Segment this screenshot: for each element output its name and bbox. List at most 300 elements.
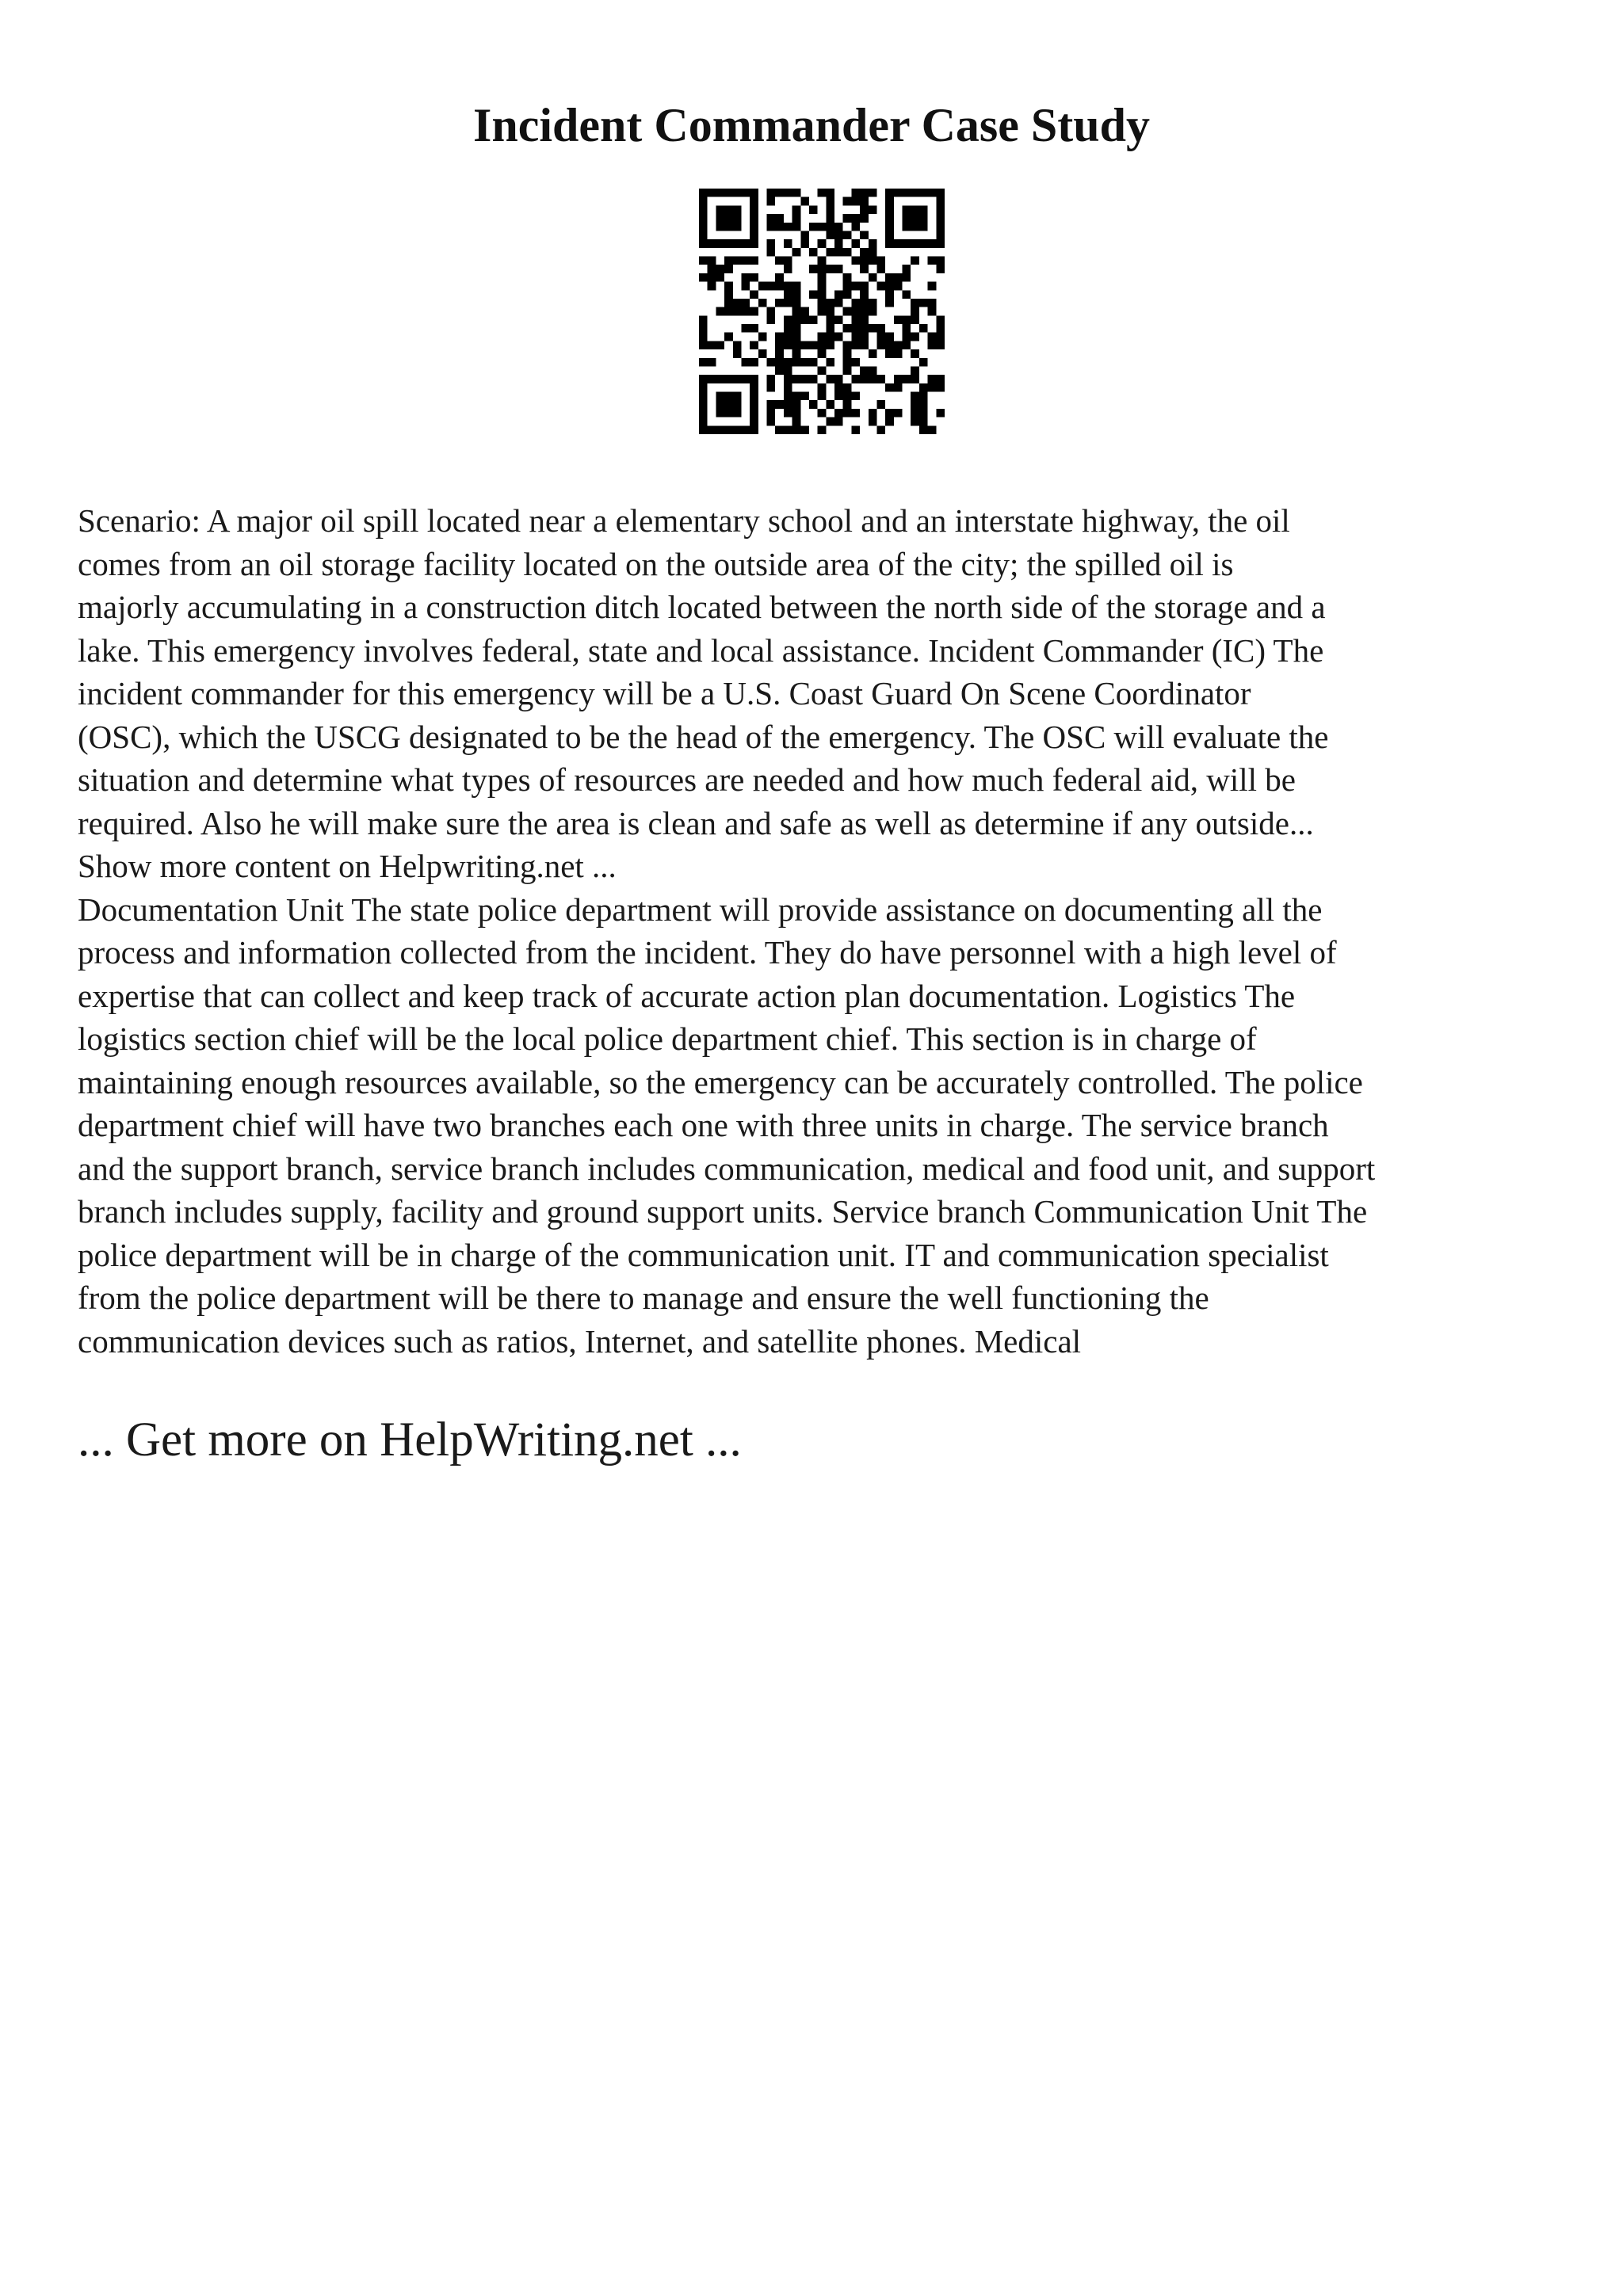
- qr-module: [860, 205, 869, 214]
- qr-module: [928, 239, 937, 248]
- qr-module: [876, 400, 885, 409]
- qr-module: [809, 290, 818, 299]
- qr-module: [699, 189, 708, 197]
- qr-module: [911, 375, 919, 383]
- qr-module: [894, 409, 903, 418]
- qr-module: [834, 290, 843, 299]
- qr-module: [750, 290, 758, 299]
- qr-module: [894, 273, 903, 282]
- qr-module: [708, 239, 716, 248]
- qr-module: [919, 425, 928, 434]
- qr-module: [741, 282, 750, 291]
- qr-module: [826, 265, 834, 273]
- qr-module: [843, 282, 852, 291]
- qr-module: [818, 282, 827, 291]
- qr-module: [869, 324, 877, 333]
- qr-module: [911, 409, 919, 418]
- qr-module: [716, 375, 724, 383]
- qr-module: [792, 248, 801, 257]
- qr-module: [911, 366, 919, 375]
- qr-module: [750, 425, 758, 434]
- qr-module: [936, 265, 945, 273]
- qr-module: [826, 189, 834, 197]
- qr-module: [936, 214, 945, 223]
- qr-module: [903, 324, 911, 333]
- qr-module: [716, 239, 724, 248]
- qr-module: [792, 418, 801, 426]
- qr-module: [699, 358, 708, 367]
- qr-module: [834, 265, 843, 273]
- qr-module: [775, 273, 784, 282]
- qr-module: [826, 197, 834, 206]
- qr-module: [869, 248, 877, 257]
- qr-module: [826, 231, 834, 239]
- qr-module: [869, 239, 877, 248]
- qr-module: [758, 282, 767, 291]
- qr-module: [784, 341, 792, 349]
- qr-module: [699, 409, 708, 418]
- qr-module: [843, 273, 852, 282]
- qr-module: [733, 349, 742, 358]
- qr-module: [792, 307, 801, 316]
- qr-module: [699, 400, 708, 409]
- qr-module: [792, 290, 801, 299]
- qr-module: [750, 341, 758, 349]
- qr-module: [733, 299, 742, 307]
- qr-module: [936, 257, 945, 265]
- qr-module: [928, 307, 937, 316]
- qr-module: [851, 223, 860, 231]
- qr-module: [928, 425, 937, 434]
- qr-module: [826, 223, 834, 231]
- qr-module: [809, 205, 818, 214]
- qr-module: [800, 307, 809, 316]
- qr-module: [784, 425, 792, 434]
- qr-module: [885, 282, 894, 291]
- qr-module: [699, 197, 708, 206]
- qr-module: [724, 392, 733, 401]
- qr-module: [936, 324, 945, 333]
- qr-module: [708, 273, 716, 282]
- qr-module: [936, 205, 945, 214]
- qr-module: [869, 418, 877, 426]
- qr-module: [843, 324, 852, 333]
- qr-module: [724, 333, 733, 341]
- qr-module: [860, 189, 869, 197]
- qr-module: [716, 425, 724, 434]
- qr-module: [708, 341, 716, 349]
- qr-module: [834, 231, 843, 239]
- qr-module: [843, 197, 852, 206]
- qr-module: [851, 315, 860, 324]
- qr-module: [919, 409, 928, 418]
- qr-module: [792, 349, 801, 358]
- qr-module: [741, 189, 750, 197]
- qr-module: [843, 290, 852, 299]
- qr-module: [919, 358, 928, 367]
- qr-module: [775, 425, 784, 434]
- qr-module: [784, 333, 792, 341]
- qr-module: [903, 265, 911, 273]
- qr-module: [869, 307, 877, 316]
- qr-module: [851, 341, 860, 349]
- qr-module: [716, 189, 724, 197]
- qr-module: [758, 299, 767, 307]
- qr-module: [716, 265, 724, 273]
- qr-module: [775, 214, 784, 223]
- qr-module: [750, 409, 758, 418]
- qr-module: [750, 400, 758, 409]
- qr-module: [809, 315, 818, 324]
- qr-module: [767, 282, 776, 291]
- qr-module: [708, 375, 716, 383]
- qr-module: [911, 418, 919, 426]
- qr-module: [869, 189, 877, 197]
- qr-module: [800, 358, 809, 367]
- qr-module: [758, 349, 767, 358]
- qr-module: [860, 333, 869, 341]
- qr-module: [894, 239, 903, 248]
- qr-module: [724, 307, 733, 316]
- qr-module: [733, 214, 742, 223]
- qr-module: [716, 400, 724, 409]
- qr-module: [869, 349, 877, 358]
- qr-module: [818, 425, 827, 434]
- qr-module: [784, 239, 792, 248]
- qr-module: [800, 197, 809, 206]
- qr-module: [885, 223, 894, 231]
- qr-module: [716, 223, 724, 231]
- qr-module: [911, 205, 919, 214]
- qr-module: [911, 189, 919, 197]
- qr-module: [843, 231, 852, 239]
- qr-module: [851, 324, 860, 333]
- qr-module: [826, 341, 834, 349]
- qr-module: [818, 239, 827, 248]
- qr-module: [699, 341, 708, 349]
- qr-module: [869, 375, 877, 383]
- qr-module: [834, 383, 843, 392]
- qr-module: [800, 425, 809, 434]
- qr-module: [741, 358, 750, 367]
- qr-module: [826, 375, 834, 383]
- qr-module: [903, 205, 911, 214]
- qr-module: [834, 315, 843, 324]
- qr-module: [826, 333, 834, 341]
- qr-module: [818, 223, 827, 231]
- qr-module: [818, 299, 827, 307]
- qr-module: [775, 223, 784, 231]
- qr-module: [699, 418, 708, 426]
- qr-module: [818, 273, 827, 282]
- document-title: Incident Commander Case Study: [473, 99, 1150, 151]
- qr-module: [818, 333, 827, 341]
- qr-module: [876, 425, 885, 434]
- qr-module: [851, 257, 860, 265]
- qr-module: [928, 375, 937, 383]
- qr-module: [869, 366, 877, 375]
- qr-module: [903, 239, 911, 248]
- qr-module: [750, 205, 758, 214]
- qr-module: [741, 273, 750, 282]
- qr-module: [936, 375, 945, 383]
- qr-module: [699, 324, 708, 333]
- qr-module: [767, 383, 776, 392]
- qr-module: [767, 409, 776, 418]
- qr-module: [860, 248, 869, 257]
- qr-module: [885, 290, 894, 299]
- qr-module: [869, 205, 877, 214]
- qr-module: [809, 400, 818, 409]
- qr-module: [876, 375, 885, 383]
- qr-module: [716, 409, 724, 418]
- qr-module: [869, 257, 877, 265]
- qr-module: [733, 400, 742, 409]
- qr-module: [792, 333, 801, 341]
- qr-module: [741, 425, 750, 434]
- qr-module: [809, 375, 818, 383]
- qr-module: [834, 299, 843, 307]
- qr-module: [885, 189, 894, 197]
- qr-module: [851, 299, 860, 307]
- qr-module: [724, 189, 733, 197]
- qr-module: [834, 375, 843, 383]
- qr-module: [851, 409, 860, 418]
- qr-module: [919, 214, 928, 223]
- qr-module: [911, 299, 919, 307]
- qr-module: [826, 358, 834, 367]
- qr-module: [818, 383, 827, 392]
- qr-module: [716, 205, 724, 214]
- qr-module: [903, 223, 911, 231]
- qr-module: [826, 205, 834, 214]
- qr-module: [767, 358, 776, 367]
- qr-module: [699, 273, 708, 282]
- qr-module: [919, 418, 928, 426]
- qr-module: [885, 341, 894, 349]
- qr-module: [818, 392, 827, 401]
- qr-module: [775, 349, 784, 358]
- qr-module: [851, 358, 860, 367]
- qr-module: [775, 299, 784, 307]
- qr-module: [792, 205, 801, 214]
- qr-module: [860, 265, 869, 273]
- qr-module: [876, 341, 885, 349]
- qr-module: [699, 223, 708, 231]
- qr-module: [928, 282, 937, 291]
- qr-module: [767, 214, 776, 223]
- qr-module: [885, 231, 894, 239]
- qr-module: [775, 333, 784, 341]
- qr-module: [724, 205, 733, 214]
- qr-module: [750, 197, 758, 206]
- qr-module: [784, 400, 792, 409]
- qr-module: [818, 265, 827, 273]
- qr-module: [876, 257, 885, 265]
- qr-module: [800, 392, 809, 401]
- qr-module: [928, 299, 937, 307]
- qr-module: [843, 307, 852, 316]
- qr-module: [826, 418, 834, 426]
- qr-module: [928, 383, 937, 392]
- qr-module: [894, 341, 903, 349]
- qr-module: [750, 273, 758, 282]
- qr-module: [767, 400, 776, 409]
- qr-module: [885, 197, 894, 206]
- qr-module: [724, 282, 733, 291]
- qr-module: [792, 358, 801, 367]
- qr-module: [843, 409, 852, 418]
- qr-module: [724, 400, 733, 409]
- qr-module: [928, 189, 937, 197]
- qr-module: [911, 223, 919, 231]
- qr-module: [818, 189, 827, 197]
- qr-module: [733, 189, 742, 197]
- body-paragraph: Scenario: A major oil spill located near a elementary school and an interstate highway, the oil comes from an oil storage facility located on the outside area of the city; the spilled oil is majorly accumulating in a construction ditch located between the north side of the storage and a lake. This emergency involves federal, state and local assistance. Incident Commander (IC) The incident commander for this emergency will be a U.S. Coast Guard On Scene Coordinator (OSC), which the USCG designated to be the head of the emergency. The OSC will evaluate the situation and determine what types of resources are needed and how much federal aid, will be required. Also he will make sure the area is clean and safe as well as determine if any outside... Show more content on Helpwriting.net ... Documentation Unit The state police department will provide assistance on documenting all the process and information collected from the incident. They do have personnel with a high level of expertise that can collect and keep track of accurate action plan documentation. Logistics The logistics section chief will be the local police department chief. This section is in charge of maintaining enough resources available, so the emergency can be accurately controlled. The police department chief will have two branches each one with three units in charge. The service branch and the support branch, service branch includes communication, medical and food unit, and support branch includes supply, facility and ground support units. Service branch Communication Unit The police department will be in charge of the communication unit. IT and communication specialist from the police department will be there to manage and ensure the well functioning the communication devices such as ratios, Internet, and satellite phones. Medical: [78, 502, 1376, 1360]
- qr-module: [724, 239, 733, 248]
- qr-module: [919, 383, 928, 392]
- qr-module: [750, 257, 758, 265]
- qr-module: [792, 324, 801, 333]
- qr-module: [826, 400, 834, 409]
- qr-module: [767, 223, 776, 231]
- qr-module: [826, 324, 834, 333]
- qr-module: [733, 239, 742, 248]
- qr-module: [733, 307, 742, 316]
- qr-module: [733, 375, 742, 383]
- qr-module: [767, 248, 776, 257]
- qr-module: [843, 214, 852, 223]
- qr-module: [750, 223, 758, 231]
- qr-module: [716, 214, 724, 223]
- qr-module: [767, 197, 776, 206]
- qr-module: [936, 223, 945, 231]
- qr-module: [894, 189, 903, 197]
- qr-module: [716, 273, 724, 282]
- qr-module: [792, 375, 801, 383]
- qr-module: [869, 273, 877, 282]
- qr-module: [936, 409, 945, 418]
- qr-module: [851, 425, 860, 434]
- qr-module: [708, 189, 716, 197]
- qr-module: [834, 223, 843, 231]
- qr-module: [826, 299, 834, 307]
- qr-module: [784, 383, 792, 392]
- qr-module: [699, 375, 708, 383]
- qr-module: [767, 239, 776, 248]
- qr-module: [851, 197, 860, 206]
- qr-code-icon[interactable]: [699, 189, 945, 434]
- qr-module: [775, 189, 784, 197]
- qr-module: [885, 299, 894, 307]
- qr-module: [860, 366, 869, 375]
- qr-module: [767, 189, 776, 197]
- qr-module: [911, 392, 919, 401]
- qr-module: [699, 333, 708, 341]
- qr-module: [843, 392, 852, 401]
- qr-module: [800, 239, 809, 248]
- qr-module: [724, 223, 733, 231]
- qr-module: [750, 392, 758, 401]
- qr-module: [699, 425, 708, 434]
- qr-module: [826, 315, 834, 324]
- qr-module: [724, 299, 733, 307]
- qr-module: [936, 383, 945, 392]
- qr-module: [869, 409, 877, 418]
- qr-module: [834, 248, 843, 257]
- qr-module: [733, 425, 742, 434]
- qr-module: [911, 239, 919, 248]
- qr-module: [936, 341, 945, 349]
- qr-module: [758, 333, 767, 341]
- qr-module: [851, 214, 860, 223]
- qr-module: [903, 375, 911, 383]
- qr-module: [919, 205, 928, 214]
- qr-module: [733, 257, 742, 265]
- qr-module: [750, 375, 758, 383]
- qr-module: [809, 248, 818, 257]
- qr-module: [741, 324, 750, 333]
- qr-module: [860, 257, 869, 265]
- qr-module: [784, 290, 792, 299]
- qr-module: [809, 223, 818, 231]
- qr-module: [800, 231, 809, 239]
- qr-module: [885, 214, 894, 223]
- qr-module: [843, 383, 852, 392]
- qr-module: [699, 214, 708, 223]
- qr-module: [699, 392, 708, 401]
- qr-module: [716, 307, 724, 316]
- qr-module: [800, 341, 809, 349]
- qr-module: [911, 333, 919, 341]
- qr-module: [869, 299, 877, 307]
- qr-module: [851, 392, 860, 401]
- qr-module: [792, 341, 801, 349]
- qr-module: [885, 333, 894, 341]
- qr-module: [733, 392, 742, 401]
- qr-module: [818, 257, 827, 265]
- qr-module: [784, 358, 792, 367]
- qr-module: [792, 409, 801, 418]
- qr-module: [750, 418, 758, 426]
- qr-module: [733, 205, 742, 214]
- qr-module: [885, 409, 894, 418]
- qr-module: [885, 418, 894, 426]
- qr-module: [860, 197, 869, 206]
- qr-module: [903, 333, 911, 341]
- qr-module: [708, 425, 716, 434]
- qr-module: [876, 324, 885, 333]
- qr-module: [894, 315, 903, 324]
- qr-module: [928, 257, 937, 265]
- qr-module: [885, 239, 894, 248]
- qr-module: [860, 231, 869, 239]
- qr-module: [936, 333, 945, 341]
- qr-module: [851, 282, 860, 291]
- qr-module: [775, 358, 784, 367]
- qr-module: [919, 324, 928, 333]
- qr-module: [936, 197, 945, 206]
- qr-module: [818, 341, 827, 349]
- qr-module: [860, 214, 869, 223]
- get-more-link[interactable]: ... Get more on HelpWriting.net ...: [78, 1413, 742, 1466]
- qr-module: [792, 400, 801, 409]
- qr-module: [903, 273, 911, 282]
- qr-module: [784, 223, 792, 231]
- qr-module: [809, 265, 818, 273]
- qr-module: [792, 315, 801, 324]
- qr-module: [784, 282, 792, 291]
